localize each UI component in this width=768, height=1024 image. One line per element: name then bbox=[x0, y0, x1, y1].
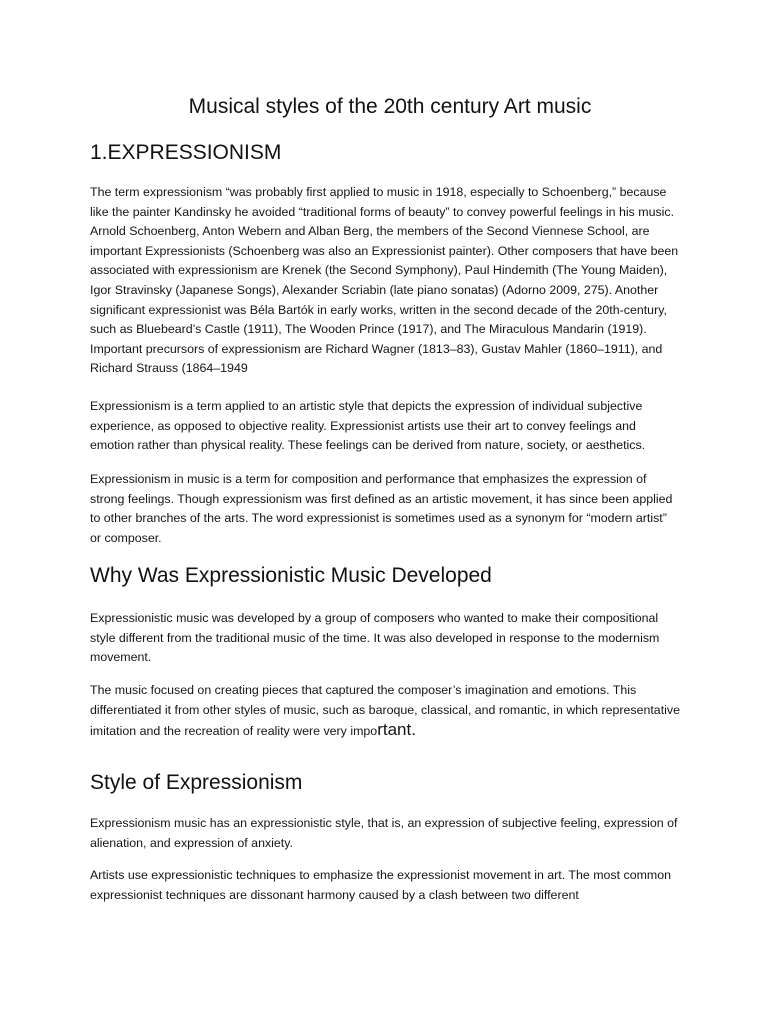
paragraph-music-focus-text: The music focused on creating pieces that captured the composer’s imagination and emotions. This differentiated it from other styles of music, such as baroque, classical, and romantic, in which representative imitation and the recreation of reality were very impo bbox=[90, 683, 680, 739]
paragraph-expressionism-definition: Expressionism is a term applied to an artistic style that depicts the expression of individual subjective experience, as opposed to objective reality. Expressionist artists use their art to convey feelings and emotion rather than physical reality. These feelings can be derived from nature, society, or aesthetics. bbox=[90, 399, 646, 453]
paragraph-expressionism-intro: The term expressionism “was probably first applied to music in 1918, especially to Schoenberg,” because like the painter Kandinsky he avoided “traditional forms of beauty” to convey powerful feelings in his music. Arnold Schoenberg, Anton Webern and Alban Berg, the members of the Second Viennese School, are important Expressionists (Schoenberg was also an Expressionist painter). Other composers that have been associated with expressionism are Krenek (the Second Symphony), Paul Hindemith (The Young Maiden), Igor Stravinsky (Japanese Songs), Alexander Scriabin (late piano sonatas) (Adorno 2009, 275). Another significant expressionist was Béla Bartók in early works, written in the second decade of the 20th-century, such as Bluebeard’s Castle (1911), The Wooden Prince (1917), and The Miraculous Mandarin (1919). Important precursors of expressionism are Richard Wagner (1813–83), Gustav Mahler (1860–1911), and Richard Strauss (1864–1949 bbox=[90, 185, 679, 376]
paragraph-style-description: Expressionism music has an expressionistic style, that is, an expression of subjective feeling, expression of alienation, and expression of anxiety. bbox=[90, 816, 678, 850]
paragraph-expressionism-music: Expressionism in music is a term for composition and performance that emphasizes the expression of strong feelings. Though expressionism was first defined as an artistic movement, it has since been applied to other branches of the arts. The word expressionist is sometimes used as a synonym for “modern artist” or composer. bbox=[90, 472, 673, 545]
paragraph-music-focus-tail: rtant. bbox=[377, 720, 416, 740]
section-heading-expressionism: 1.EXPRESSIONISM bbox=[90, 141, 282, 164]
paragraph-style-techniques: Artists use expressionistic techniques to emphasize the expressionist movement in art. The most common expressionist techniques are dissonant harmony caused by a clash between two different bbox=[90, 868, 672, 902]
paragraph-why-developed: Expressionistic music was developed by a group of composers who wanted to make their compositional style different from the traditional music of the time. It was also developed in response to the modernism movement. bbox=[90, 611, 660, 665]
section-heading-why-developed: Why Was Expressionistic Music Developed bbox=[90, 564, 492, 587]
section-heading-style: Style of Expressionism bbox=[90, 771, 303, 794]
paragraph-music-focus bbox=[90, 681, 680, 742]
document-title: Musical styles of the 20th century Art music bbox=[188, 95, 592, 118]
